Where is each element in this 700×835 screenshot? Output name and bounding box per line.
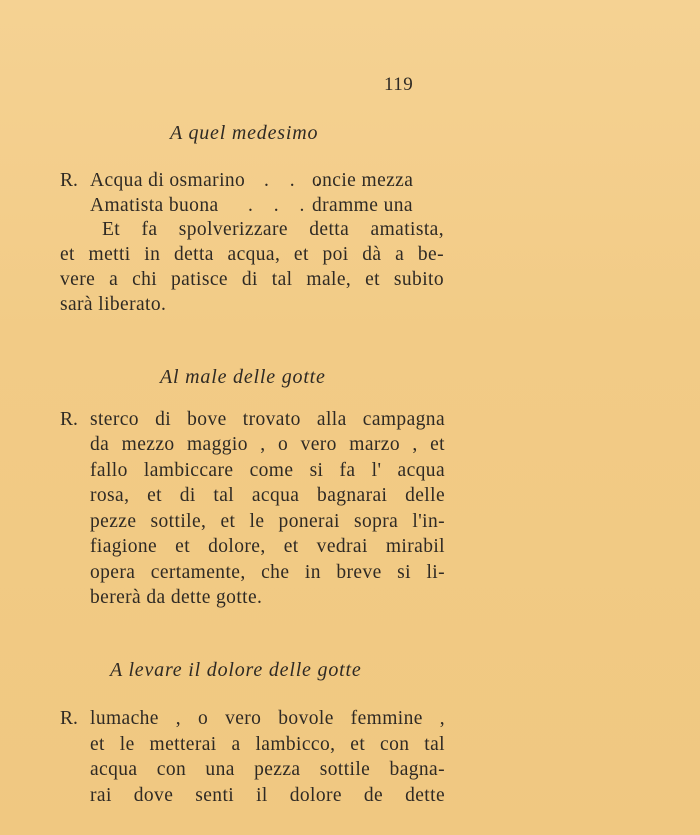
section-heading: A levare il dolore delle gotte <box>110 659 362 681</box>
text-line: sarà liberato. <box>60 294 167 315</box>
text-line: et metti in detta acqua, et poi dà a be- <box>60 244 444 265</box>
ingredient-quantity: dramme una <box>312 195 413 216</box>
text-line: sterco di bove trovato alla campagna <box>90 409 445 430</box>
text-line: rai dove senti il dolore de dette <box>90 785 445 806</box>
text-line: et le metterai a lambicco, et con tal <box>90 734 445 755</box>
ingredient-dots: . . . <box>248 195 313 216</box>
text-line: rosa, et di tal acqua bagnarai delle <box>90 485 445 506</box>
text-line: pezze sottile, et le ponerai sopra l'in- <box>90 511 445 532</box>
page-number: 119 <box>384 74 414 95</box>
section-heading: Al male delle gotte <box>160 366 326 388</box>
text-line: da mezzo maggio , o vero marzo , et <box>90 434 445 455</box>
text-line: vere a chi patisce di tal male, et subito <box>60 269 444 290</box>
text-line: fiagione et dolore, et vedrai mirabil <box>90 536 445 557</box>
text-line: opera certamente, che in breve si li- <box>90 562 445 583</box>
recipe-marker: R. <box>60 708 78 729</box>
recipe-marker: R. <box>60 170 78 191</box>
text-line: bererà da dette gotte. <box>90 587 263 608</box>
section-heading: A quel medesimo <box>170 122 319 144</box>
text-line: lumache , o vero bovole femmine , <box>90 708 445 729</box>
ingredient-name: Acqua di osmarino <box>90 170 246 191</box>
ingredient-name: Amatista buona <box>90 195 219 216</box>
ingredient-quantity: oncie mezza <box>312 170 414 191</box>
recipe-marker: R. <box>60 409 78 430</box>
text-line: Et fa spolverizzare detta amatista, <box>102 219 444 240</box>
text-line: fallo lambiccare come si fa l' acqua <box>90 460 445 481</box>
ingredient-dots: . . . <box>264 170 329 191</box>
text-line: acqua con una pezza sottile bagna- <box>90 759 445 780</box>
